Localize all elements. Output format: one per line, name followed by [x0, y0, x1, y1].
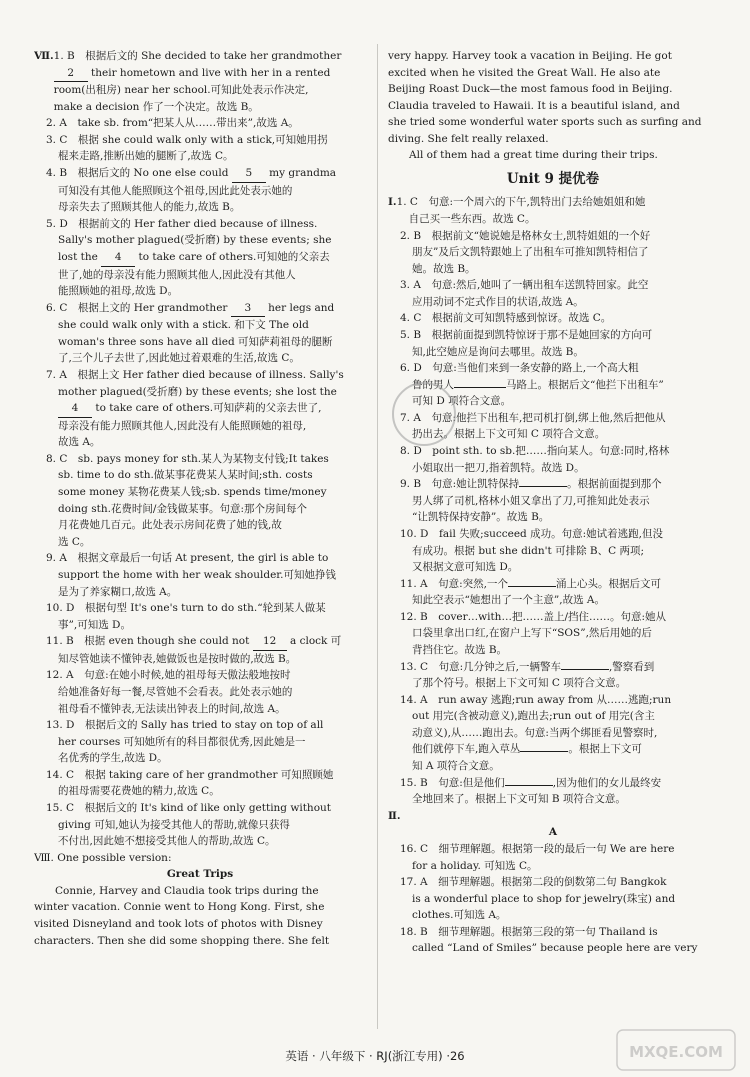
- essay-line: diving. She felt really relaxed.: [388, 132, 549, 145]
- stamp-seal: [392, 382, 456, 446]
- section-label: Ⅱ.: [388, 809, 401, 822]
- column-divider: [377, 44, 378, 1029]
- text-line: room(出租房) near her school.可知此处表示作决定,: [53, 84, 309, 97]
- text-line: 1. B 根据后文的 She decided to take her grandmother: [53, 50, 342, 62]
- blank: 3: [231, 300, 265, 318]
- essay-line: Beijing Roast Duck—the most famous food in Beijing.: [388, 83, 673, 96]
- blank: 4: [101, 249, 135, 267]
- text-line: make a decision 作了一个决定。故选 B。: [53, 100, 259, 113]
- essay-line: Claudia traveled to Hawaii. It is a beautiful island, and: [388, 99, 680, 112]
- section-label: Ⅷ. One possible version:: [34, 851, 172, 864]
- page-footer: 英语 · 八年级下 · RJ(浙江专用) ·26: [285, 1049, 465, 1063]
- right-column: [388, 48, 718, 1033]
- blank: [508, 586, 556, 587]
- blank: [561, 669, 609, 670]
- essay-line: winter vacation. Connie went to Hong Kong. First, she: [34, 901, 325, 914]
- answer-item: 2. A take sb. from“把某人从……带出来”,故选 A。 3. C 根据 she could walk only with a stick,可知她用拐 棍来走路,推断出她的腿断了,故选 C。 4. B 根据后文的 No one else could 5 my grandma 可知没有其他人能照顾这个祖母,因此此处表示她的 母亲失去了照顾其他人的能力,故选 B。 5. D 根据前文的 Her father died because of illness. Sally's mother plagued(受折磨) by these events; she lost the 4 to take care of others.可知她的父亲去 世了,她的母亲没有能力照顾其他人,因此没有其他人 能照顾她的祖母,故选 D。 6. C 根据上文的 Her grandmother 3 her legs and she could walk only with a stick. 和下文 The old woman's three sons have all died 可知萨莉祖母的腿断 了,三个儿子去世了,因此她过着艰难的生活,故选 C。 7. A 根据上文 Her father died because of illness. Sally's mother plagued(受折磨) by these events; she lost the 4 to take care of others.可知萨莉的父亲去世了, 母亲没有能力照顾其他人,因此没有人能照顾她的祖母, 故选 A。 8. C sb. pays money for sth.某人为某物支付钱;It takes sb. time to do sth.做某事花费某人某时间;sth. costs some money 某物花费某人钱;sb. spends time/money doing sth.花费时间/金钱做某事。句意:那个房间每个 月花费她几百元。此处表示房间花费了她的钱,故 选 C。 9. A 根据文章最后一句话 At present, the girl is able to support the home with her weak shoulder.可知她挣钱 是为了养家糊口,故选 A。 10. D 根据句型 It's one's turn to do sth.“轮到某人做某 事”,可知选 D。 11. B 根据 even though she could not 12 a clock 可 知尽管她读不懂钟表,她做饭也是按时做的,故选 B。 12. A 句意:在她小时候,她的祖母每天傲法般地按时 给她准备好每一餐,尽管她不会看表。此处表示她的 祖母看不懂钟表,无法读出钟表上的时间,故选 A。 13. D 根据后文的 Sally has tried to stay on top of all her courses 可知她所有的科目都很优秀,因此她是一 名优秀的学生,故选 D。 14. C 根据 taking care of her grandmother 可知照顾她 的祖母需要花费她的精力,故选 C。 15. C 根据后文的 It's kind of like only getting without giving 可知,她认为接受其他人的帮助,就像只获得 不付出,因此她不想接受其他人的帮助,故选 C。: [46, 117, 344, 848]
- answer-list: 2. B 根据前文“她说她是格林女士,凯特姐姐的一个好 朋友”及后文凯特跟她上了出租车可推知凯特相信了 她。故选 B。 3. A 句意:然后,她叫了一辆出租车送凯特回家。此空 应用动词不定式作目的状语,故选 A。 4. C 根据前文可知凯特感到惊讶。故选 C。 5. B 根据前面提到凯特惊讶于那不是她回家的方向可 知,此空她应是询问去哪里。故选 B。 6. D 句意:当他们来到一条安静的路上,一个高大粗 鲁的男人 马路上。根据后文“他拦下出租车” 可知 D 项符合文意。 7. A 句意:他拦下出租车,把司机打倒,绑上他,然后把他从 扔出去。根据上下文可知 C 项符合文意。 8. D point sth. to sb.把……指向某人。句意:同时,格林 小姐取出一把刀,指着凯特。故选 D。 9. B 句意:她让凯特保持 。根据前面提到那个 男人绑了司机,格林小姐又拿出了刀,可推知此处表示 “让凯特保持安静”。故选 B。 10. D fail 失败;succeed 成功。句意:她试着逃跑,但没 有成功。根据 but she didn't 可排除 B、C 两项; 又根据文意可知选 D。 11. A 句意:突然,一个 涌上心头。根据后文可 知此空表示“她想出了一个主意”,故选 A。 12. B cover…with…把……盖上/挡住……。句意:她从 口袋里拿出口红,在窗户上写下“SOS”,然后用她的后 背挡住它。故选 B。 13. C 句意:几分钟之后,一辆警车 ,警察看到 了那个符号。根据上下文可知 C 项符合文意。 14. A run away 逃跑;run away from 从……逃跑;run out 用完(含被动意义),跑出去;run out of 用完(含主 动意义),从……跑出去。句意:当两个绑匪看见警察时, 他们就停下车,跑入草丛 。根据上下文可 知 A 项符合文意。 15. B 句意:但是他们 ,因为他们的女儿最终安 全地回来了。根据上下文可知 B 项符合文意。: [400, 229, 672, 806]
- essay-line: All of them had a great time during their trips.: [409, 149, 658, 162]
- text-line: 2 their hometown and live with her in a rented: [54, 65, 366, 83]
- essay-line: characters. Then she did some shopping there. She felt: [34, 934, 330, 947]
- blank: [520, 751, 568, 752]
- blank: [519, 486, 567, 487]
- blank: 12: [253, 633, 287, 651]
- left-column: [34, 48, 366, 1033]
- essay-title: Great Trips: [166, 868, 234, 881]
- answer-list: 16. C 细节理解题。根据第一段的最后一句 We are here for a holiday. 可知选 C。 17. A 细节理解题。根据第二段的倒数第二句 Bangkok is a wonderful place to shop for jewelry(珠宝) and clothes.可知选 A。 18. B 细节理解题。根据第三段的第一句 Thailand is called “Land of Smiles” because people here are very: [400, 842, 698, 955]
- answer-item: [34, 48, 366, 115]
- section-label: Ⅶ.: [34, 50, 54, 62]
- watermark-logo: [616, 1029, 736, 1071]
- watermark-text: MXQE.COM: [629, 1043, 723, 1061]
- blank: 5: [232, 165, 266, 183]
- answer-item: Ⅰ. 1. C 句意:一个周六的下午,凯特出门去给她姐姐和她 自己买一些东西。故选 C。: [388, 194, 718, 227]
- blank: [454, 387, 506, 388]
- blank: [505, 785, 553, 786]
- blank: 2: [54, 65, 88, 83]
- blank: 4: [58, 400, 92, 418]
- essay-line: very happy. Harvey took a vacation in Beijing. He got: [388, 50, 672, 62]
- essay-line: excited when he visited the Great Wall. He also ate: [388, 66, 661, 79]
- essay-line: Connie, Harvey and Claudia took trips during the: [55, 884, 319, 897]
- essay-line: visited Disneyland and took lots of photos with Disney: [34, 918, 323, 931]
- passage-label: A: [548, 826, 558, 839]
- essay-line: she tried some wonderful water sports such as surfing and: [388, 116, 702, 129]
- section-label: Ⅰ.: [388, 196, 397, 209]
- unit-title: Unit 9 提优卷: [506, 171, 600, 188]
